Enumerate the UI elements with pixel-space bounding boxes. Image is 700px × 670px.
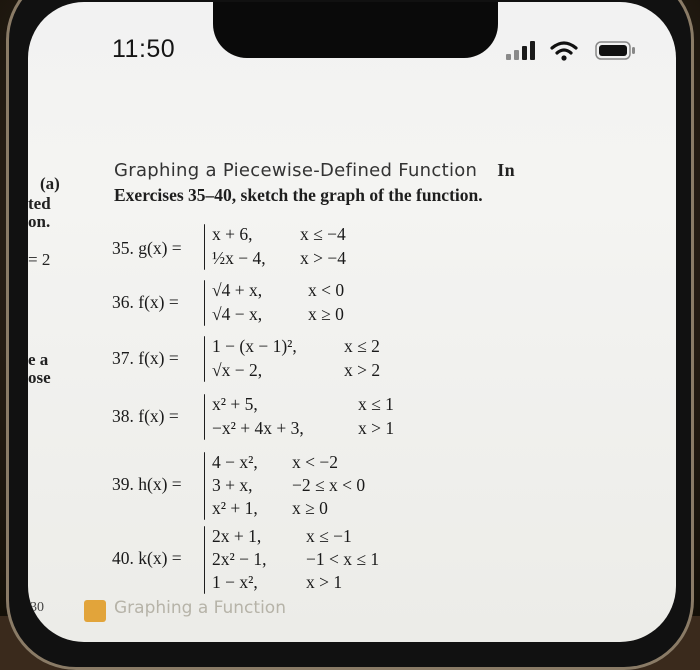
wifi-icon xyxy=(552,43,576,61)
piece-expression: 4 − x², xyxy=(212,452,258,472)
piece-condition: x ≤ 2 xyxy=(344,336,380,356)
piece-expression: x² + 1, xyxy=(212,498,258,518)
exercise-label: 38. f(x) = xyxy=(112,406,179,426)
next-section-heading: Graphing a Function xyxy=(114,598,286,618)
piece-expression: x² + 5, xyxy=(212,394,258,414)
piece-expression: −x² + 4x + 3, xyxy=(212,418,304,438)
piecewise-brace xyxy=(204,394,205,440)
margin-fragment: (a) xyxy=(40,174,60,193)
piece-condition: x ≥ 0 xyxy=(308,304,344,324)
exercise-label: 40. k(x) = xyxy=(112,548,182,568)
piece-expression: √4 + x, xyxy=(212,280,263,300)
margin-fragment: on. xyxy=(28,212,51,231)
exercise-label: 36. f(x) = xyxy=(112,292,179,312)
section-heading xyxy=(114,160,634,181)
piece-expression: 2x² − 1, xyxy=(212,549,267,569)
piece-expression: 3 + x, xyxy=(212,475,253,495)
piece-condition: x ≤ 1 xyxy=(358,394,394,414)
piecewise-brace xyxy=(204,452,205,520)
margin-fragment: e a xyxy=(28,350,49,369)
piece-condition: −1 < x ≤ 1 xyxy=(306,549,380,569)
textbook-page xyxy=(28,2,676,642)
battery-icon xyxy=(596,42,635,59)
section-badge-icon xyxy=(84,600,106,622)
exercise-label: 35. g(x) = xyxy=(112,238,182,258)
piece-condition: x > 2 xyxy=(344,360,381,380)
piece-condition: x > 1 xyxy=(306,572,343,592)
exercise-label: 37. f(x) = xyxy=(112,348,179,368)
margin-fragment: = 2 xyxy=(28,250,51,269)
piece-condition: x ≤ −4 xyxy=(300,224,346,244)
piecewise-brace xyxy=(204,224,205,270)
piecewise-brace xyxy=(204,336,205,382)
exercise-instruction: Exercises 35–40, sketch the graph of the function. xyxy=(114,185,483,205)
piece-condition: x < −2 xyxy=(292,452,338,472)
piece-expression: 2x + 1, xyxy=(212,526,262,546)
section-header xyxy=(114,160,634,206)
signal-bars-icon xyxy=(506,41,535,60)
section-heading-in: In xyxy=(497,160,515,180)
piece-expression: x + 6, xyxy=(212,224,253,244)
piecewise-brace xyxy=(204,280,205,326)
piece-condition: −2 ≤ x < 0 xyxy=(292,475,366,495)
piece-expression: √x − 2, xyxy=(212,360,263,380)
piece-expression: ½x − 4, xyxy=(212,248,266,268)
margin-fragment: ose xyxy=(28,368,51,387)
section-heading-text: Graphing a Piecewise-Defined Function xyxy=(114,160,478,181)
status-icons xyxy=(506,38,656,62)
piece-expression: 1 − (x − 1)², xyxy=(212,336,297,356)
camera-notch xyxy=(213,2,498,58)
piece-condition: x < 0 xyxy=(308,280,345,300)
status-time: 11:50 xyxy=(112,35,176,63)
piece-condition: x > 1 xyxy=(358,418,395,438)
piece-condition: x ≤ −1 xyxy=(306,526,352,546)
piece-condition: x ≥ 0 xyxy=(292,498,328,518)
phone-screen xyxy=(28,2,676,642)
exercise-label: 39. h(x) = xyxy=(112,474,182,494)
margin-fragment: ted xyxy=(28,194,51,213)
piecewise-brace xyxy=(204,526,205,594)
piece-expression: √4 − x, xyxy=(212,304,263,324)
page-number: 30 xyxy=(30,600,44,615)
piece-condition: x > −4 xyxy=(300,248,346,268)
piece-expression: 1 − x², xyxy=(212,572,258,592)
